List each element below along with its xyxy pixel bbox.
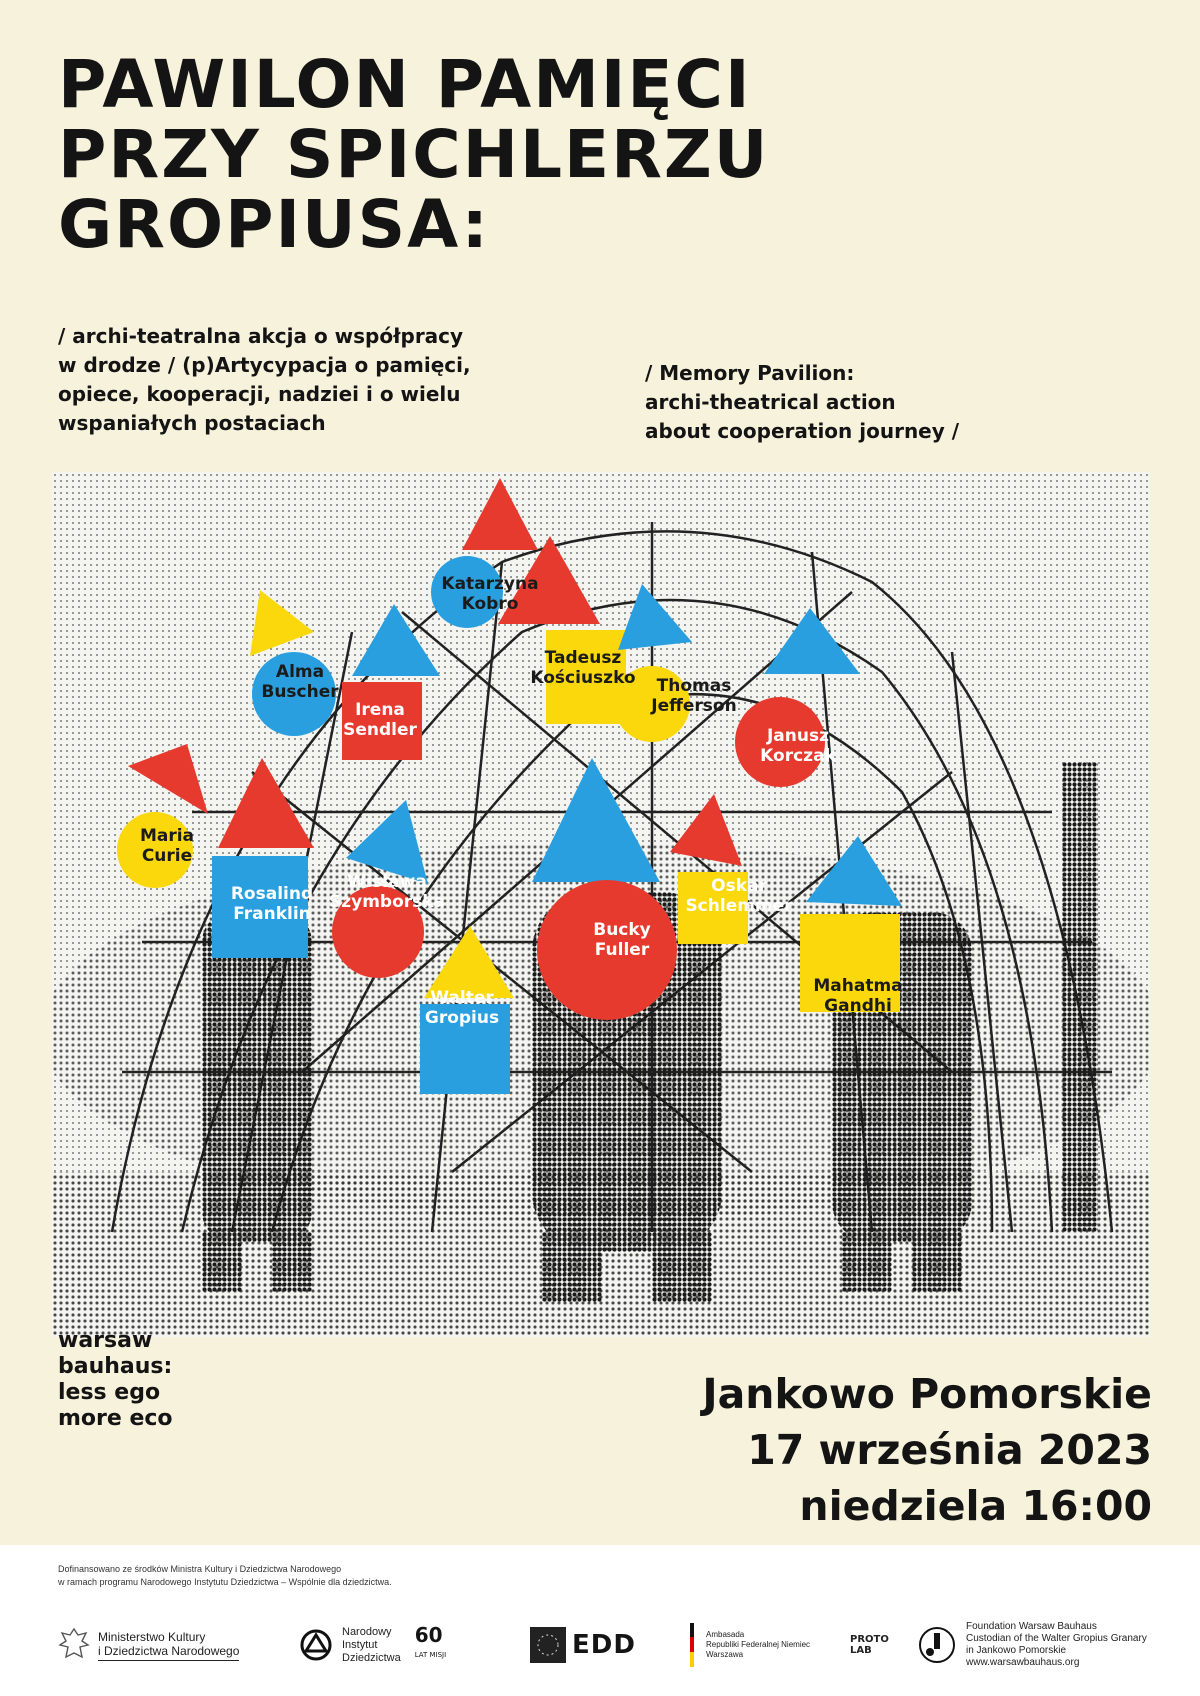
nid-name: Narodowy Instytut Dziedzictwa bbox=[342, 1625, 401, 1664]
label-gandhi: Mahatma Gandhi bbox=[813, 976, 903, 1016]
label-fuller: Bucky Fuller bbox=[593, 920, 651, 960]
halftone-photo bbox=[52, 472, 1150, 1337]
eu-stars-icon bbox=[530, 1627, 566, 1663]
korczak-triangle bbox=[764, 608, 860, 674]
partner-logos bbox=[58, 1610, 1158, 1680]
franklin-triangle bbox=[218, 758, 314, 848]
funding-line: Dofinansowano ze środków Ministra Kultury i Dziedzictwa Narodowego bbox=[58, 1564, 342, 1574]
title-line: PRZY SPICHLERZU bbox=[58, 116, 770, 193]
jefferson-triangle bbox=[618, 584, 692, 650]
slogan-line: less ego bbox=[58, 1380, 161, 1405]
nid-60-badge bbox=[415, 1625, 446, 1665]
subtitle-en-line: archi-theatrical action bbox=[645, 390, 896, 414]
nid-60-number: 60 bbox=[414, 1623, 443, 1647]
logo-nid[interactable] bbox=[298, 1610, 446, 1680]
subtitle-pl-line: opiece, kooperacji, nadziei i o wielu bbox=[58, 382, 461, 406]
schlemmer-triangle bbox=[670, 794, 742, 866]
logo-edd[interactable] bbox=[530, 1610, 636, 1680]
funding-note bbox=[58, 1563, 758, 1589]
label-jefferson: Thomas Jefferson bbox=[651, 676, 737, 716]
german-flag-icon bbox=[690, 1623, 700, 1667]
slogan-line: more eco bbox=[58, 1406, 173, 1431]
label-kosciuszko: Tadeusz Kościuszko bbox=[530, 648, 636, 688]
slogan-line: warsaw bbox=[58, 1328, 153, 1353]
title-line: GROPIUSA: bbox=[58, 186, 490, 263]
funding-line: w ramach programu Narodowego Instytutu Dziedzictwa – Wspólnie dla dziedzictwa. bbox=[58, 1577, 392, 1587]
ministry-name: Ministerstwo Kultury i Dziedzictwa Narodowego bbox=[98, 1630, 239, 1661]
gandhi-triangle bbox=[806, 836, 902, 906]
logo-german-embassy[interactable] bbox=[690, 1610, 810, 1680]
buscher-triangle bbox=[250, 590, 314, 656]
subtitle-pl-line: w drodze / (p)Artycypacja o pamięci, bbox=[58, 353, 471, 377]
slogan bbox=[58, 1328, 278, 1432]
event-time: niedziela 16:00 bbox=[799, 1482, 1152, 1530]
event-place: Jankowo Pomorskie bbox=[702, 1370, 1152, 1418]
label-curie: Maria Curie bbox=[139, 826, 195, 866]
label-gropius: Walter Gropius bbox=[424, 988, 500, 1028]
embassy-name: Ambasada Republiki Federalnej Niemiec Warszawa bbox=[706, 1630, 811, 1659]
nid-knot-icon bbox=[298, 1627, 334, 1663]
subtitle-en-line: about cooperation journey / bbox=[645, 419, 960, 443]
fwb-name: Foundation Warsaw Bauhaus Custodian of the Walter Gropius Granary in Jankowo Pomorskie www.warsawbauhaus.org bbox=[966, 1621, 1147, 1668]
subtitle-english bbox=[645, 359, 1065, 446]
protolab-name: PROTO LAB bbox=[850, 1634, 889, 1656]
sendler-triangle bbox=[352, 604, 440, 676]
event-date: 17 września 2023 bbox=[747, 1426, 1152, 1474]
fwb-emblem-icon bbox=[918, 1626, 956, 1664]
subtitle-pl-line: wspaniałych postaciach bbox=[58, 411, 326, 435]
event-info bbox=[452, 1366, 1152, 1534]
label-szymborska: Wisława Szymborska bbox=[328, 872, 446, 912]
label-schlemmer: Oskar Schlemmer bbox=[685, 876, 793, 916]
nid-60-sub: LAT MISJI bbox=[414, 1651, 447, 1659]
poster-title bbox=[58, 46, 1158, 263]
logo-ministry[interactable] bbox=[58, 1610, 239, 1680]
slogan-line: bauhaus: bbox=[58, 1354, 173, 1379]
subtitle-pl-line: / archi-teatralna akcja o współpracy bbox=[58, 324, 464, 348]
title-line: PAWILON PAMIĘCI bbox=[58, 46, 752, 123]
kobro-triangle bbox=[462, 478, 538, 550]
fuller-triangle bbox=[532, 758, 660, 882]
label-kobro: Katarzyna Kobro bbox=[441, 574, 539, 614]
label-buscher: Alma Buscher bbox=[261, 662, 339, 702]
curie-triangle bbox=[128, 744, 208, 814]
label-franklin: Rosalind Franklin bbox=[230, 884, 314, 924]
eagle-icon bbox=[58, 1627, 90, 1663]
subtitle-en-line: / Memory Pavilion: bbox=[645, 361, 855, 385]
subtitle-polish bbox=[58, 322, 578, 438]
label-korczak: Janusz Korczak bbox=[760, 726, 836, 766]
label-sendler: Irena Sendler bbox=[343, 700, 417, 740]
logo-protolab[interactable] bbox=[850, 1610, 889, 1680]
edd-mark: EDD bbox=[572, 1630, 636, 1660]
logo-foundation-warsaw-bauhaus[interactable] bbox=[918, 1610, 1147, 1680]
